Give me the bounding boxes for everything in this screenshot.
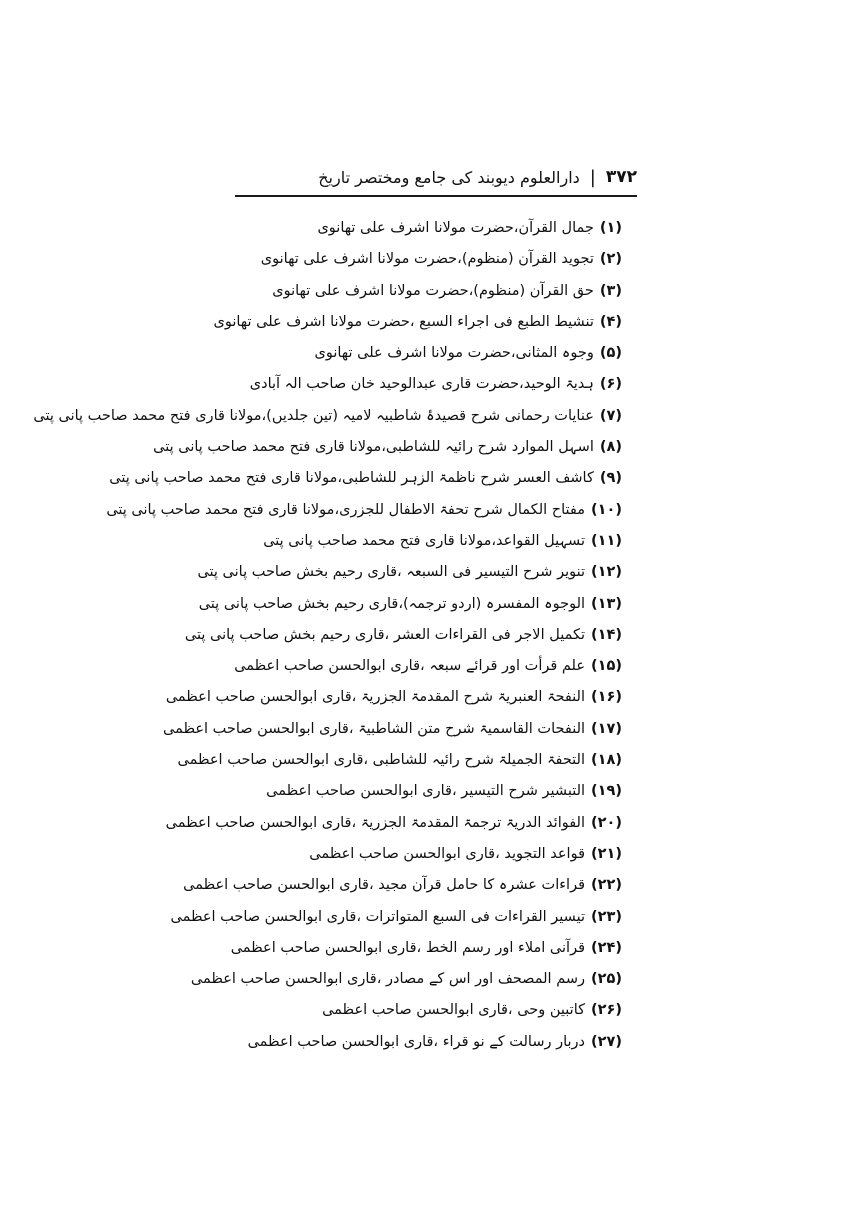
list-item bbox=[106, 495, 622, 526]
item-text: رسم المصحف اور اس کے مصادر ،قاری ابوالحسن صاحب اعظمی bbox=[190, 971, 586, 988]
item-text: تجوید القرآن (منظوم)،حضرت مولانا اشرف علی تھانوی bbox=[260, 251, 594, 268]
item-number: (۲۰) bbox=[591, 814, 622, 831]
item-text: الوجوہ المفسرہ (اردو ترجمہ)،قاری رحیم بخش صاحب پانی پتی bbox=[198, 595, 586, 612]
item-number: (۱) bbox=[599, 220, 622, 236]
item-text: ہدیۃ الوحید،حضرت قاری عبدالوحید خان صاحب الہ آبادی bbox=[249, 376, 594, 393]
item-number: (۱۸) bbox=[591, 752, 622, 769]
list-item bbox=[33, 401, 622, 432]
list-item bbox=[190, 1027, 622, 1058]
list-item bbox=[190, 839, 622, 870]
item-number: (۲۴) bbox=[591, 939, 622, 956]
running-title: دارالعلوم دیوبند کی جامع ومختصر تاریخ bbox=[318, 167, 580, 187]
item-text: تکمیل الاجر فی القراءات العشر ،قاری رحیم بخش صاحب پانی پتی bbox=[184, 626, 586, 643]
item-text: تنشیط الطبع فی اجراء السبع ،حضرت مولانا اشرف علی تھانوی bbox=[213, 313, 594, 330]
list-item bbox=[184, 620, 622, 651]
item-text: تنویر شرح التیسیر فی السبعہ ،قاری رحیم بخش صاحب پانی پتی bbox=[197, 564, 586, 581]
list-item bbox=[165, 808, 622, 839]
item-text: جمال القرآن،حضرت مولانا اشرف علی تھانوی bbox=[317, 220, 594, 236]
item-text: تسہیل القواعد،مولانا قاری فتح محمد صاحب پانی پتی bbox=[263, 532, 586, 549]
item-number: (۱۹) bbox=[591, 783, 622, 800]
item-text: الفوائد الدریۃ ترجمۃ المقدمۃ الجزریۃ ،قاری ابوالحسن صاحب اعظمی bbox=[165, 814, 586, 831]
item-text: دربار رسالت کے نو قراء ،قاری ابوالحسن صاحب اعظمی bbox=[247, 1033, 586, 1050]
item-text: النفحۃ العنبریۃ شرح المقدمۃ الجزریۃ ،قاری ابوالحسن صاحب اعظمی bbox=[165, 689, 586, 706]
item-text: قرآنی املاء اور رسم الخط ،قاری ابوالحسن صاحب اعظمی bbox=[230, 939, 586, 956]
item-text: حق القرآن (منظوم)،حضرت مولانا اشرف علی تھانوی bbox=[272, 282, 594, 299]
item-number: (۲) bbox=[599, 251, 622, 268]
list-item bbox=[190, 338, 622, 369]
item-text: کاشف العسر شرح ناظمۃ الزہر للشاطبی،مولانا قاری فتح محمد صاحب پانی پتی bbox=[109, 470, 594, 487]
item-number: (۱۶) bbox=[591, 689, 622, 706]
item-number: (۵) bbox=[599, 345, 622, 362]
item-number: (۲۵) bbox=[591, 971, 622, 988]
item-number: (۶) bbox=[599, 376, 622, 393]
list-item bbox=[165, 682, 622, 713]
list-item bbox=[190, 933, 622, 964]
item-number: (۲۲) bbox=[591, 877, 622, 894]
item-number: (۲۳) bbox=[591, 908, 622, 925]
item-number: (۲۷) bbox=[591, 1033, 622, 1050]
item-text: عنایات رحمانی شرح قصیدۂ شاطبیہ لامیہ (تین جلدیں)،مولانا قاری فتح محمد صاحب پانی پتی bbox=[33, 407, 594, 424]
item-number: (۲۶) bbox=[591, 1002, 622, 1019]
item-text: التبشیر شرح التیسیر ،قاری ابوالحسن صاحب اعظمی bbox=[266, 783, 586, 800]
list-item bbox=[162, 714, 622, 745]
list-item bbox=[190, 369, 622, 400]
item-text: وجوہ المثانی،حضرت مولانا اشرف علی تھانوی bbox=[314, 345, 594, 362]
item-number: (۱۵) bbox=[591, 658, 622, 675]
item-text: علم قرأت اور قرائے سبعہ ،قاری ابوالحسن صاحب اعظمی bbox=[234, 658, 586, 675]
item-text: تیسیر القراءات فی السبع المتواترات ،قاری ابوالحسن صاحب اعظمی bbox=[170, 908, 586, 925]
header-separator: | bbox=[589, 166, 596, 188]
item-number: (۸) bbox=[599, 439, 622, 456]
item-text: قراءات عشرہ کا حامل قرآن مجید ،قاری ابوالحسن صاحب اعظمی bbox=[183, 877, 586, 894]
item-text: النفحات القاسمیۃ شرح متن الشاطبیۃ ،قاری ابوالحسن صاحب اعظمی bbox=[162, 720, 586, 737]
list-item bbox=[190, 995, 622, 1026]
item-number: (۴) bbox=[599, 313, 622, 330]
page-header bbox=[235, 160, 637, 194]
list-item bbox=[177, 745, 622, 776]
list-item bbox=[190, 526, 622, 557]
item-text: التحفۃ الجمیلۃ شرح رائیہ للشاطبی ،قاری ابوالحسن صاحب اعظمی bbox=[177, 752, 586, 769]
item-number: (۱۳) bbox=[591, 595, 622, 612]
list-item bbox=[183, 870, 622, 901]
list-item bbox=[190, 307, 622, 338]
list-item bbox=[190, 213, 622, 244]
header-rule bbox=[235, 195, 637, 197]
item-number: (۹) bbox=[599, 470, 622, 487]
item-number: (۷) bbox=[599, 407, 622, 424]
item-text: کاتبین وحی ،قاری ابوالحسن صاحب اعظمی bbox=[322, 1002, 586, 1019]
item-number: (۱۲) bbox=[591, 564, 622, 581]
list-item bbox=[190, 557, 622, 588]
list-item bbox=[190, 589, 622, 620]
list-item bbox=[170, 902, 622, 933]
item-number: (۲۱) bbox=[591, 845, 622, 862]
item-text: مفتاح الکمال شرح تحفۃ الاطفال للجزری،مولانا قاری فتح محمد صاحب پانی پتی bbox=[106, 501, 586, 518]
page-number: ۳۷۲ bbox=[605, 167, 637, 187]
list-item bbox=[153, 432, 622, 463]
item-number: (۳) bbox=[599, 282, 622, 299]
book-list bbox=[33, 213, 622, 1058]
list-item bbox=[109, 463, 622, 494]
list-item bbox=[190, 964, 622, 995]
list-item bbox=[190, 651, 622, 682]
item-text: قواعد التجوید ،قاری ابوالحسن صاحب اعظمی bbox=[309, 845, 586, 862]
item-number: (۱۱) bbox=[591, 532, 622, 549]
item-number: (۱۰) bbox=[591, 501, 622, 518]
item-text: اسہل الموارد شرح رائیہ للشاطبی،مولانا قاری فتح محمد صاحب پانی پتی bbox=[153, 439, 594, 456]
item-number: (۱۷) bbox=[591, 720, 622, 737]
list-item bbox=[190, 244, 622, 275]
list-item bbox=[190, 276, 622, 307]
item-number: (۱۴) bbox=[591, 626, 622, 643]
list-item bbox=[190, 776, 622, 807]
